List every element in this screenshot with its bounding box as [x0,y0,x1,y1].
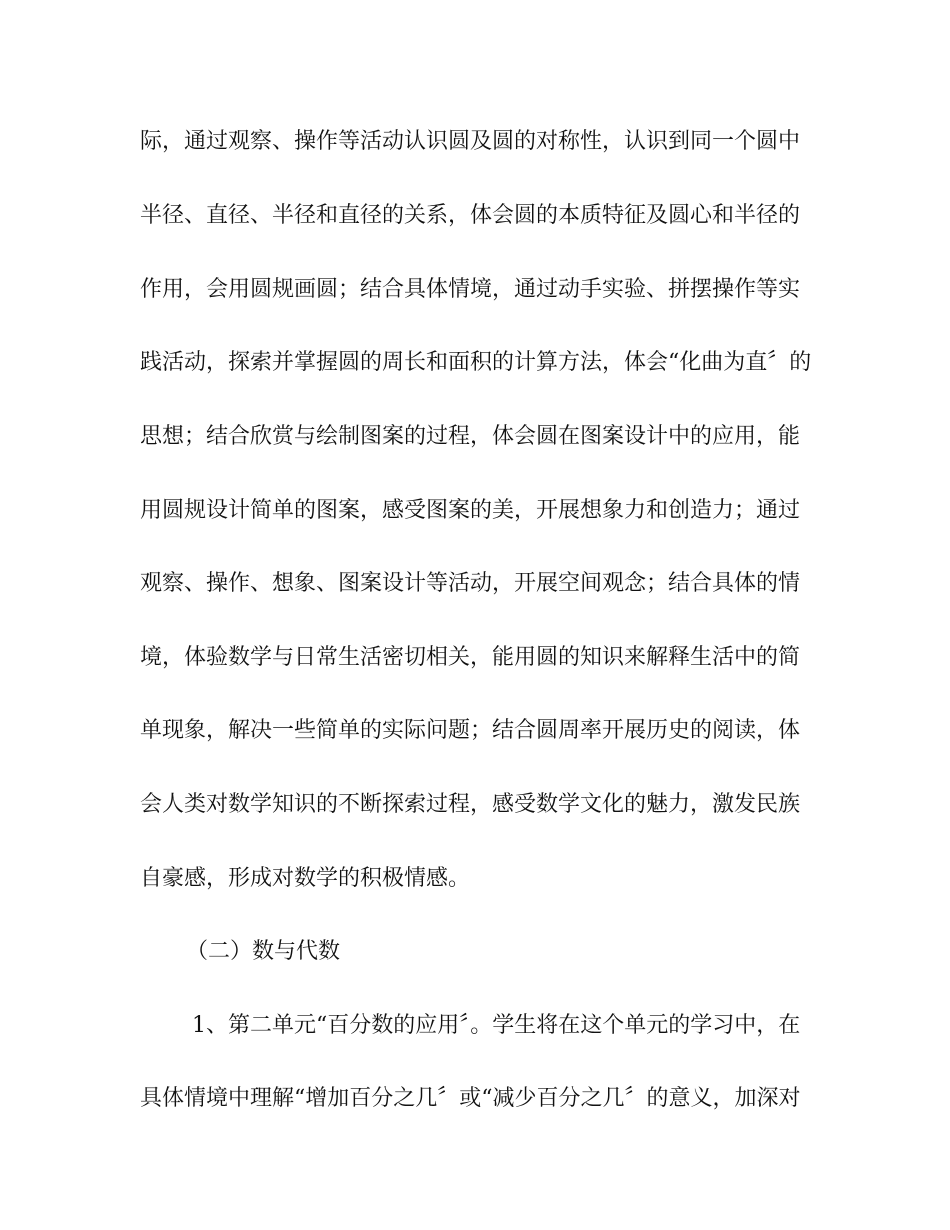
list-item-line: 1、第二单元“百分数的应用〞。学生将在这个单元的学习中，在 [192,1013,801,1038]
paragraph-line: 具体情境中理解“增加百分之几〞或“减少百分之几〞的意义，加深对 [140,1086,801,1111]
paragraph-line: 践活动，探索并掌握圆的周长和面积的计算方法，体会“化曲为直〞的 [140,350,812,375]
paragraph-line: 半径、直径、半径和直径的关系，体会圆的本质特征及圆心和半径的 [140,203,801,228]
paragraph-line: 境，体验数学与日常生活密切相关，能用圆的知识来解释生活中的简 [140,645,801,670]
paragraph-line: 用圆规设计简单的图案，感受图案的美，开展想象力和创造力；通过 [140,498,801,523]
paragraph-line: 际，通过观察、操作等活动认识圆及圆的对称性，认识到同一个圆中 [140,129,801,154]
paragraph-line: 思想；结合欣赏与绘制图案的过程，体会圆在图案设计中的应用，能 [140,424,801,449]
paragraph-line: 会人类对数学知识的不断探索过程，感受数学文化的魅力，激发民族 [140,792,801,817]
paragraph-line: 观察、操作、想象、图案设计等活动，开展空间观念；结合具体的情 [140,571,801,596]
paragraph-line: 作用，会用圆规画圆；结合具体情境，通过动手实验、拼摆操作等实 [140,277,801,302]
paragraph-line: 自豪感，形成对数学的积极情感。 [140,866,471,891]
section-heading: （二）数与代数 [186,939,341,964]
paragraph-line: 单现象，解决一些简单的实际问题；结合圆周率开展历史的阅读，体 [140,718,801,743]
